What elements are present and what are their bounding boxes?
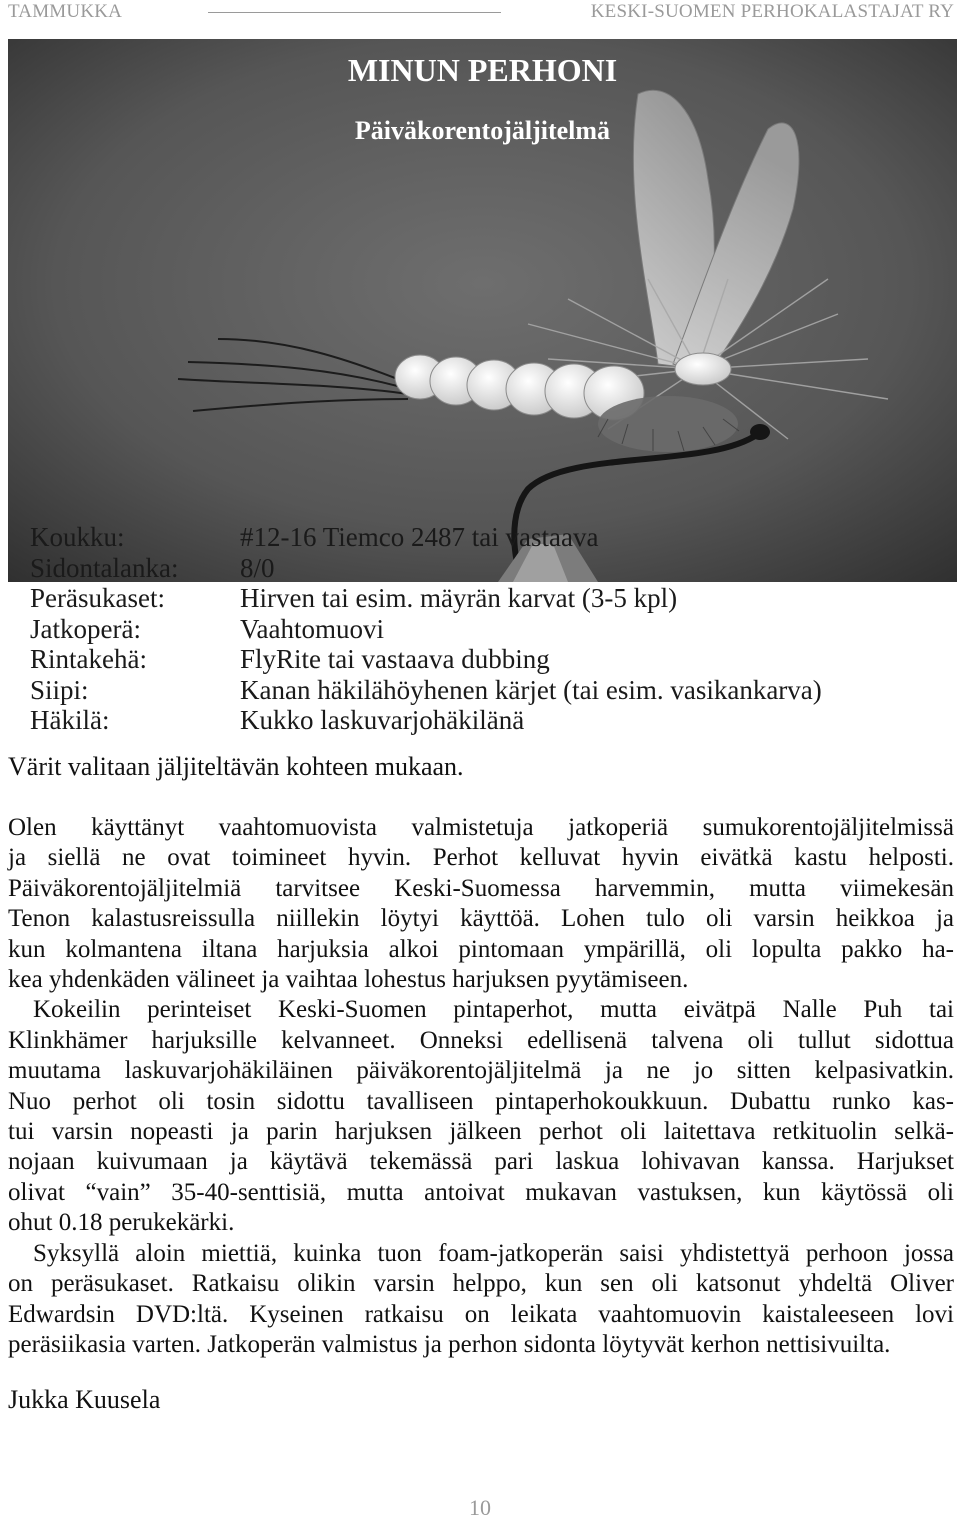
article-line: Kokeilin perinteiset Keski-Suomen pintaperhot, mutta eivätpä Nalle Puh tai (33, 996, 954, 1024)
spec-row (30, 644, 822, 675)
article-line: Tenon kalastusreissulla niillekin löytyi käyttöä. Lohen tulo oli varsin heikkoa ja (8, 905, 954, 933)
article-line: nojaan kuivumaan ja käytävä tekemässä pari laskua lohivavan kanssa. Harjukset (8, 1148, 954, 1176)
article-body (8, 813, 954, 1360)
article-line: ohut 0.18 perukekärki. (8, 1209, 235, 1237)
spec-value: 8/0 (240, 552, 275, 583)
article-line: kun kolmantena iltana harjuksia alkoi pintomaan ympärillä, oli lopulta pakko ha- (8, 935, 954, 963)
article-line: Edwardsin DVD:ltä. Kyseinen ratkaisu on leikata vaahtomuovin kaistaleeseen lovi (8, 1300, 954, 1328)
article-line: Syksyllä aloin miettiä, kuinka tuon foam-jatkoperän saisi yhdistettyä perhoon jossa (33, 1239, 954, 1267)
spec-value: Kukko laskuvarjohäkilänä (240, 705, 525, 735)
spec-label: Häkilä: (30, 705, 110, 735)
page-number: 10 (469, 1495, 491, 1520)
article-line: kea yhdenkäden välineet ja vaihtaa lohestus harjuksen pyytämiseen. (8, 966, 689, 994)
colors-note: Värit valitaan jäljiteltävän kohteen mukaan. (8, 752, 464, 781)
spec-label: Rintakehä: (30, 644, 147, 674)
spec-row (30, 583, 822, 614)
spec-label: Jatkoperä: (30, 613, 141, 644)
spec-label: Sidontalanka: (30, 552, 179, 583)
spec-label: Siipi: (30, 674, 89, 705)
article-line: muutama laskuvarjohäkiläinen päiväkorentojäljitelmä ja ne jo sitten kelpasivatkin. (8, 1057, 954, 1085)
header-publication-name: TAMMUKKA (8, 1, 123, 22)
article-subtitle: Päiväkorentojäljitelmä (354, 116, 611, 145)
spec-label: Peräsukaset: (30, 583, 165, 613)
article-line: olivat “vain” 35-40-senttisiä, mutta antoivat mukavan vastuksen, kun käytössä oli (8, 1178, 954, 1206)
running-header (0, 0, 960, 26)
spec-label: Koukku: (30, 522, 125, 552)
article-line: Nuo perhot oli tosin sidottu tavalliseen pintaperhokoukkuun. Dubattu runko kas- (8, 1087, 954, 1115)
header-organization-name: KESKI-SUOMEN PERHOKALASTAJAT RY (590, 1, 954, 22)
author-name: Jukka Kuusela (8, 1385, 161, 1414)
spec-row (30, 705, 822, 736)
spec-row (30, 675, 822, 706)
spec-row (30, 614, 822, 645)
article-line: Klinkhämer harjuksille kelvanneet. Onneksi edellisenä talvena oli tullut sidottua (8, 1026, 954, 1054)
article-line: Olen käyttänyt vaahtomuovista valmistetuja jatkoperiä sumukorentojäljitelmissä (8, 814, 954, 841)
spec-value: Hirven tai esim. mäyrän karvat (3-5 kpl) (240, 583, 678, 613)
spec-row (30, 522, 822, 553)
materials-list (30, 522, 822, 736)
spec-row (30, 553, 822, 584)
spec-value: Vaahtomuovi (240, 613, 384, 644)
spec-value: Kanan häkilähöyhenen kärjet (tai esim. vasikankarva) (240, 674, 822, 705)
article-line: ja siellä ne ovat toimineet hyvin. Perhot kelluvat hyvin eivätkä kastu helposti. (8, 844, 954, 872)
article-line: peräsiikasia varten. Jatkoperän valmistus ja perhon sidonta löytyvät kerhon nettisivuilta. (8, 1330, 891, 1358)
header-rule (208, 12, 501, 13)
article-line: on peräsukaset. Ratkaisu olikin varsin helppo, kun sen oli katsonut yhdeltä Oliver (8, 1270, 954, 1298)
article-line: tui varsin nopeasti ja parin harjuksen jälkeen perhot oli laitettava retkituolin selkä- (8, 1118, 954, 1146)
article-title: MINUN PERHONI (347, 52, 618, 88)
spec-value: FlyRite tai vastaava dubbing (240, 644, 550, 674)
spec-value: #12-16 Tiemco 2487 tai vastaava (240, 522, 599, 552)
article-line: Päiväkorentojäljitelmiä tarvitsee Keski-Suomessa harvemmin, mutta viimekesän (8, 874, 954, 902)
